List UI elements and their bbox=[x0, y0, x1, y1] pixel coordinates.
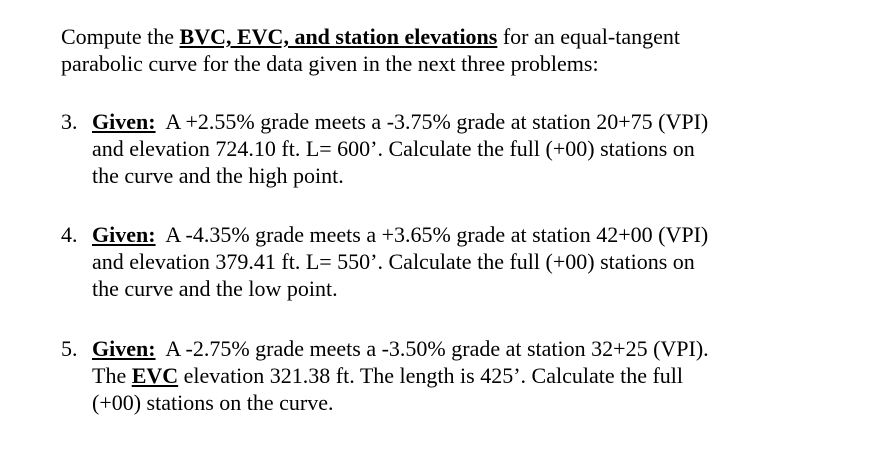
problem-text: A +2.55% grade meets a -3.75% grade at station 20+75 (VPI) bbox=[155, 109, 709, 134]
intro-text-after: for an equal-tangent bbox=[497, 24, 680, 49]
problem-5 bbox=[61, 335, 861, 416]
problem-line bbox=[61, 362, 861, 389]
problem-line bbox=[61, 108, 861, 135]
given-label: Given: bbox=[92, 109, 156, 134]
problem-line: and elevation 724.10 ft. L= 600’. Calculate the full (+00) stations on bbox=[92, 136, 695, 161]
intro-paragraph bbox=[61, 23, 851, 77]
problem-line: and elevation 379.41 ft. L= 550’. Calculate the full (+00) stations on bbox=[92, 249, 695, 274]
given-label: Given: bbox=[92, 336, 156, 361]
problem-number: 5. bbox=[61, 336, 78, 361]
problem-text: A -4.35% grade meets a +3.65% grade at station 42+00 (VPI) bbox=[155, 222, 709, 247]
intro-text-before: Compute the bbox=[61, 24, 180, 49]
problem-line bbox=[61, 221, 861, 248]
problem-3 bbox=[61, 108, 861, 189]
problem-line: the curve and the high point. bbox=[92, 163, 344, 188]
evc-emphasis: EVC bbox=[131, 363, 179, 388]
intro-line-2: parabolic curve for the data given in the next three problems: bbox=[61, 51, 599, 76]
problem-line: the curve and the low point. bbox=[92, 276, 338, 301]
problem-text: A -2.75% grade meets a -3.50% grade at station 32+25 (VPI). bbox=[155, 336, 709, 361]
given-label: Given: bbox=[92, 222, 156, 247]
problem-text: elevation 321.38 ft. The length is 425’. Calculate the full bbox=[178, 363, 684, 388]
problem-number: 4. bbox=[61, 222, 78, 247]
problem-number: 3. bbox=[61, 109, 78, 134]
problem-text: The bbox=[92, 363, 132, 388]
problem-line: (+00) stations on the curve. bbox=[92, 390, 334, 415]
problem-line bbox=[61, 335, 861, 362]
intro-emphasis: BVC, EVC, and station elevations bbox=[179, 24, 498, 49]
problem-4 bbox=[61, 221, 861, 302]
